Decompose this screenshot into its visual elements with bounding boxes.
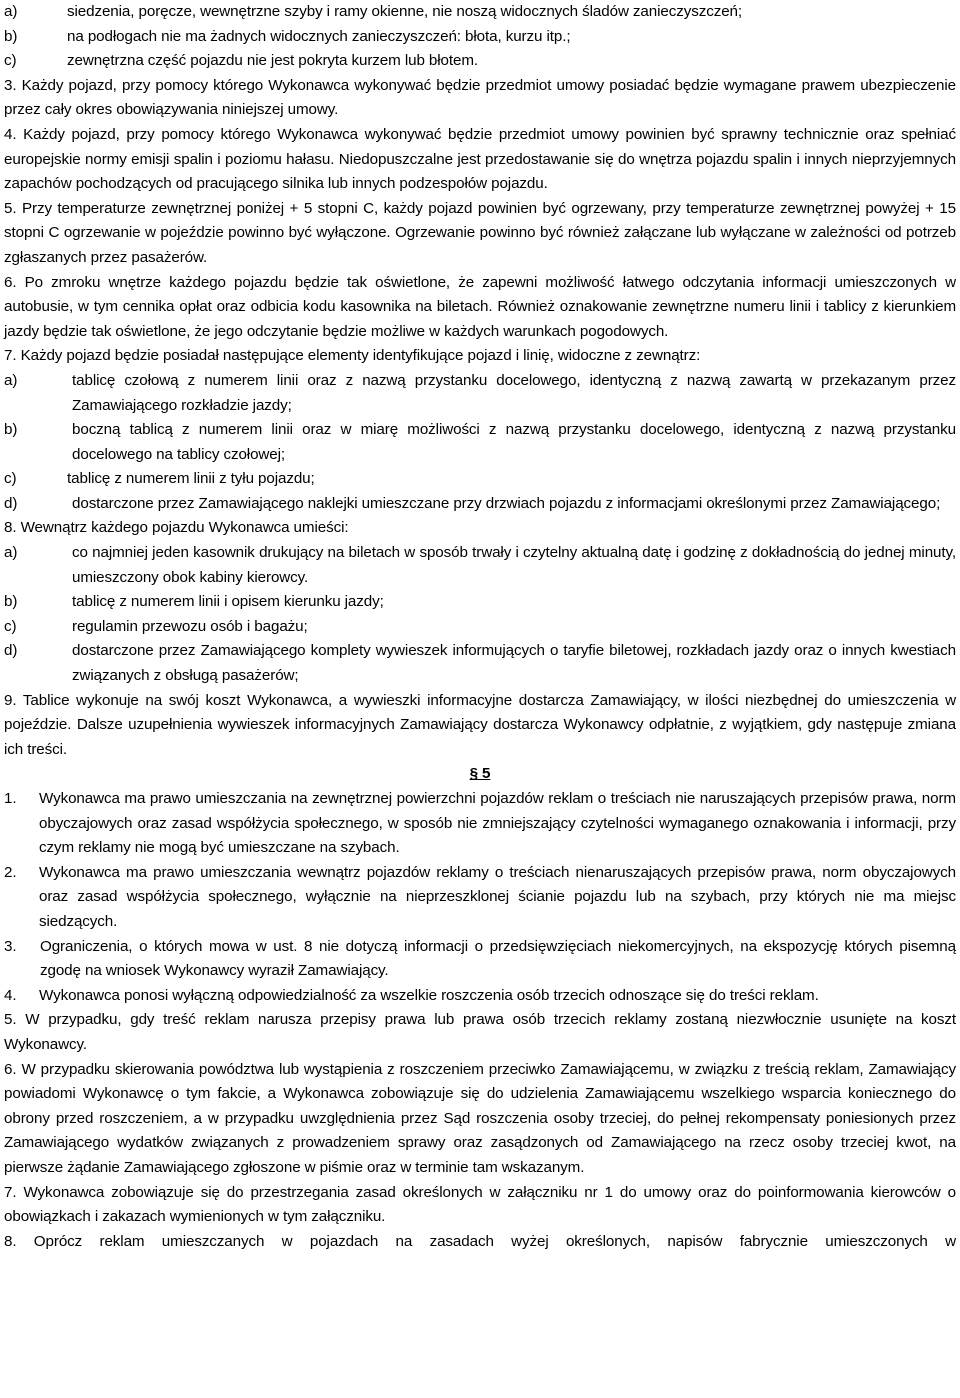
- list-marker: c): [4, 617, 17, 635]
- paragraph-3: 3. Każdy pojazd, przy pomocy którego Wykonawca wykonywać będzie przedmiot umowy posiadać będzie wymagane prawem ubezpieczenie przez cały okres obowiązywania niniejszej umowy.: [4, 76, 956, 119]
- paragraph-4: 4. Każdy pojazd, przy pomocy którego Wykonawca wykonywać będzie przedmiot umowy powinien być sprawny technicznie oraz spełniać europejskie normy emisji spalin i poziomu hałasu. Niedopuszczalne jest przedostawanie się do wnętrza pojazdu spalin i innych nieprzyjemnych zapachów pochodzących od pracującego silnika lub innych podzespołów pojazdu.: [4, 125, 956, 193]
- list-item-text: siedzenia, poręcze, wewnętrzne szyby i ramy okienne, nie noszą widocznych śladów zanieczyszczeń;: [67, 3, 743, 20]
- list-marker: b): [4, 421, 18, 439]
- list-item-8a: [4, 541, 956, 590]
- list-item-7c: [4, 467, 956, 492]
- list-marker: b): [4, 593, 18, 611]
- section-heading: § 5: [469, 765, 491, 783]
- s5-paragraph-8: 8. Oprócz reklam umieszczanych w pojazdach na zasadach wyżej określonych, napisów fabrycznie umieszczonych w: [4, 1232, 956, 1250]
- s5-item-3: [4, 935, 956, 984]
- paragraph-7: 7. Każdy pojazd będzie posiadał następujące elementy identyfikujące pojazd i linię, widoczne z zewnątrz:: [4, 347, 701, 365]
- list-item-a: [4, 0, 956, 25]
- list-item-text: co najmniej jeden kasownik drukujący na biletach w sposób trwały i czytelny aktualną datę i godzinę z dokładnością do jednej minuty, umieszczony obok kabiny kierowcy.: [72, 544, 956, 586]
- s5-item-1: [4, 787, 956, 861]
- list-marker: d): [4, 642, 18, 660]
- list-marker: a): [4, 371, 18, 389]
- list-item-text: dostarczone przez Zamawiającego komplety wywieszek informujących o taryfie biletowej, rozkładach jazdy oraz o innych kwestiach związanych z obsługą pasażerów;: [72, 642, 956, 685]
- list-item-b: [4, 25, 956, 50]
- list-item-text: regulamin przewozu osób i bagażu;: [72, 617, 308, 635]
- list-marker: c): [4, 52, 17, 70]
- list-marker: a): [4, 544, 18, 562]
- list-item-8c: [4, 615, 956, 640]
- list-item-text: Wykonawca ma prawo umieszczania wewnątrz pojazdów reklamy o treściach nienaruszających przepisów prawa, norm obyczajowych oraz zasad współżycia społecznego, wyłącznie na nieprzeszklonej ścianie pojazdu lub na szybach, przy których nie ma miejsc siedzących.: [39, 863, 956, 930]
- list-item-8d: [4, 639, 956, 688]
- list-item-text: tablicę z numerem linii i opisem kierunku jazdy;: [72, 593, 384, 611]
- list-item-text: tablicę czołową z numerem linii oraz z nazwą przystanku docelowego, identyczną z nazwą zawartą w przekazanym przez Zamawiającego rozkładzie jazdy;: [72, 371, 956, 414]
- document-page: [4, 0, 956, 1254]
- list-marker: 1.: [4, 790, 17, 807]
- s5-paragraph-6: 6. W przypadku skierowania powództwa lub wystąpienia z roszczeniem przeciwko Zamawiającemu, w związku z treścią reklam, Zamawiający powiadomi Wykonawcę o tym fakcie, a Wykonawca zobowiązuje się do udzielenia Zamawiającemu wszelkiego wsparcia koniecznego do obrony przed roszczeniem, a w przypadku uwzględnienia przez Sąd roszczenia osoby trzeciej, do pełnej rekompensaty poniesionych przez Zamawiającego wydatków związanych z prowadzeniem sprawy oraz zasądzonych od Zamawiającego na rzecz osoby trzeciej kwot, na pierwsze żądanie Zamawiającego zgłoszone w piśmie oraz w terminie tam wskazanym.: [4, 1060, 956, 1176]
- list-item-7d: [4, 492, 956, 517]
- list-item-text: tablicę z numerem linii z tyłu pojazdu;: [67, 470, 315, 488]
- list-marker: c): [4, 470, 17, 488]
- list-item-7b: [4, 418, 956, 467]
- list-marker: d): [4, 494, 18, 512]
- list-item-7a: [4, 369, 956, 418]
- list-marker: 3.: [4, 937, 17, 955]
- s5-item-2: [4, 861, 956, 935]
- list-marker: b): [4, 27, 18, 45]
- list-item-text: Ograniczenia, o których mowa w ust. 8 nie dotyczą informacji o przedsięwzięciach niekomercyjnych, na ekspozycję których pisemną zgodę na wniosek Wykonawcy wyraził Zamawiający.: [40, 937, 956, 980]
- paragraph-8: 8. Wewnątrz każdego pojazdu Wykonawca umieści:: [4, 519, 349, 537]
- s5-item-4: [4, 984, 956, 1009]
- s5-paragraph-7: 7. Wykonawca zobowiązuje się do przestrzegania zasad określonych w załączniku nr 1 do umowy oraz do poinformowania kierowców o obowiązkach i zakazach wymienionych w tym załączniku.: [4, 1183, 956, 1226]
- list-marker: 2.: [4, 863, 17, 881]
- paragraph-9: 9. Tablice wykonuje na swój koszt Wykonawca, a wywieszki informacyjne dostarcza Zamawiający, w ilości niezbędnej do umieszczenia w pojeździe. Dalsze uzupełnienia wywieszek informacyjnych Zamawiający dostarcza Wykonawcy odpłatnie, z wyjątkiem, gdy następuje zmiana ich treści.: [4, 691, 956, 758]
- list-item-text: zewnętrzna część pojazdu nie jest pokryta kurzem lub błotem.: [67, 52, 479, 70]
- list-item-text: boczną tablicą z numerem linii oraz w miarę możliwości z nazwą przystanku docelowego, identyczną z nazwą przystanku docelowego na tablicy czołowej;: [72, 421, 956, 463]
- paragraph-5: 5. Przy temperaturze zewnętrznej poniżej + 5 stopni C, każdy pojazd powinien być ogrzewany, przy temperaturze zewnętrznej powyżej + 15 stopni C ogrzewanie w pojeździe powinno być wyłączone. Ogrzewanie powinno być również załączane lub wyłączane w zależności od potrzeb zgłaszanych przez pasażerów.: [4, 199, 956, 266]
- s5-paragraph-5: 5. W przypadku, gdy treść reklam narusza przepisy prawa lub prawa osób trzecich reklamy zostaną niezwłocznie usunięte na koszt Wykonawcy.: [4, 1011, 956, 1053]
- paragraph-6: 6. Po zmroku wnętrze każdego pojazdu będzie tak oświetlone, że zapewni możliwość łatwego odczytania informacji umieszczonych w autobusie, w tym cennika opłat oraz odbicia kodu kasownika na biletach. Również oznakowanie zewnętrzne numeru linii i tablicy z kierunkiem jazdy będzie tak oświetlone, że jego odczytanie będzie możliwe w każdych warunkach pogodowych.: [4, 273, 956, 340]
- list-item-text: Wykonawca ponosi wyłączną odpowiedzialność za wszelkie roszczenia osób trzecich odnoszące się do treści reklam.: [39, 986, 819, 1004]
- list-item-c: [4, 49, 956, 74]
- list-item-8b: [4, 590, 956, 615]
- list-item-text: Wykonawca ma prawo umieszczania na zewnętrznej powierzchni pojazdów reklam o treściach nie naruszających przepisów prawa, norm obyczajowych oraz zasad współżycia społecznego, w sposób nie zmniejszający czytelności wymaganego oznakowania i informacji, przy czym reklamy nie mogą być umieszczane na szybach.: [39, 790, 956, 857]
- list-item-text: na podłogach nie ma żadnych widocznych zanieczyszczeń: błota, kurzu itp.;: [67, 27, 571, 45]
- list-item-text: dostarczone przez Zamawiającego naklejki umieszczane przy drzwiach pojazdu z informacjami określonymi przez Zamawiającego;: [72, 494, 941, 512]
- list-marker: 4.: [4, 986, 17, 1004]
- list-marker: a): [4, 3, 18, 20]
